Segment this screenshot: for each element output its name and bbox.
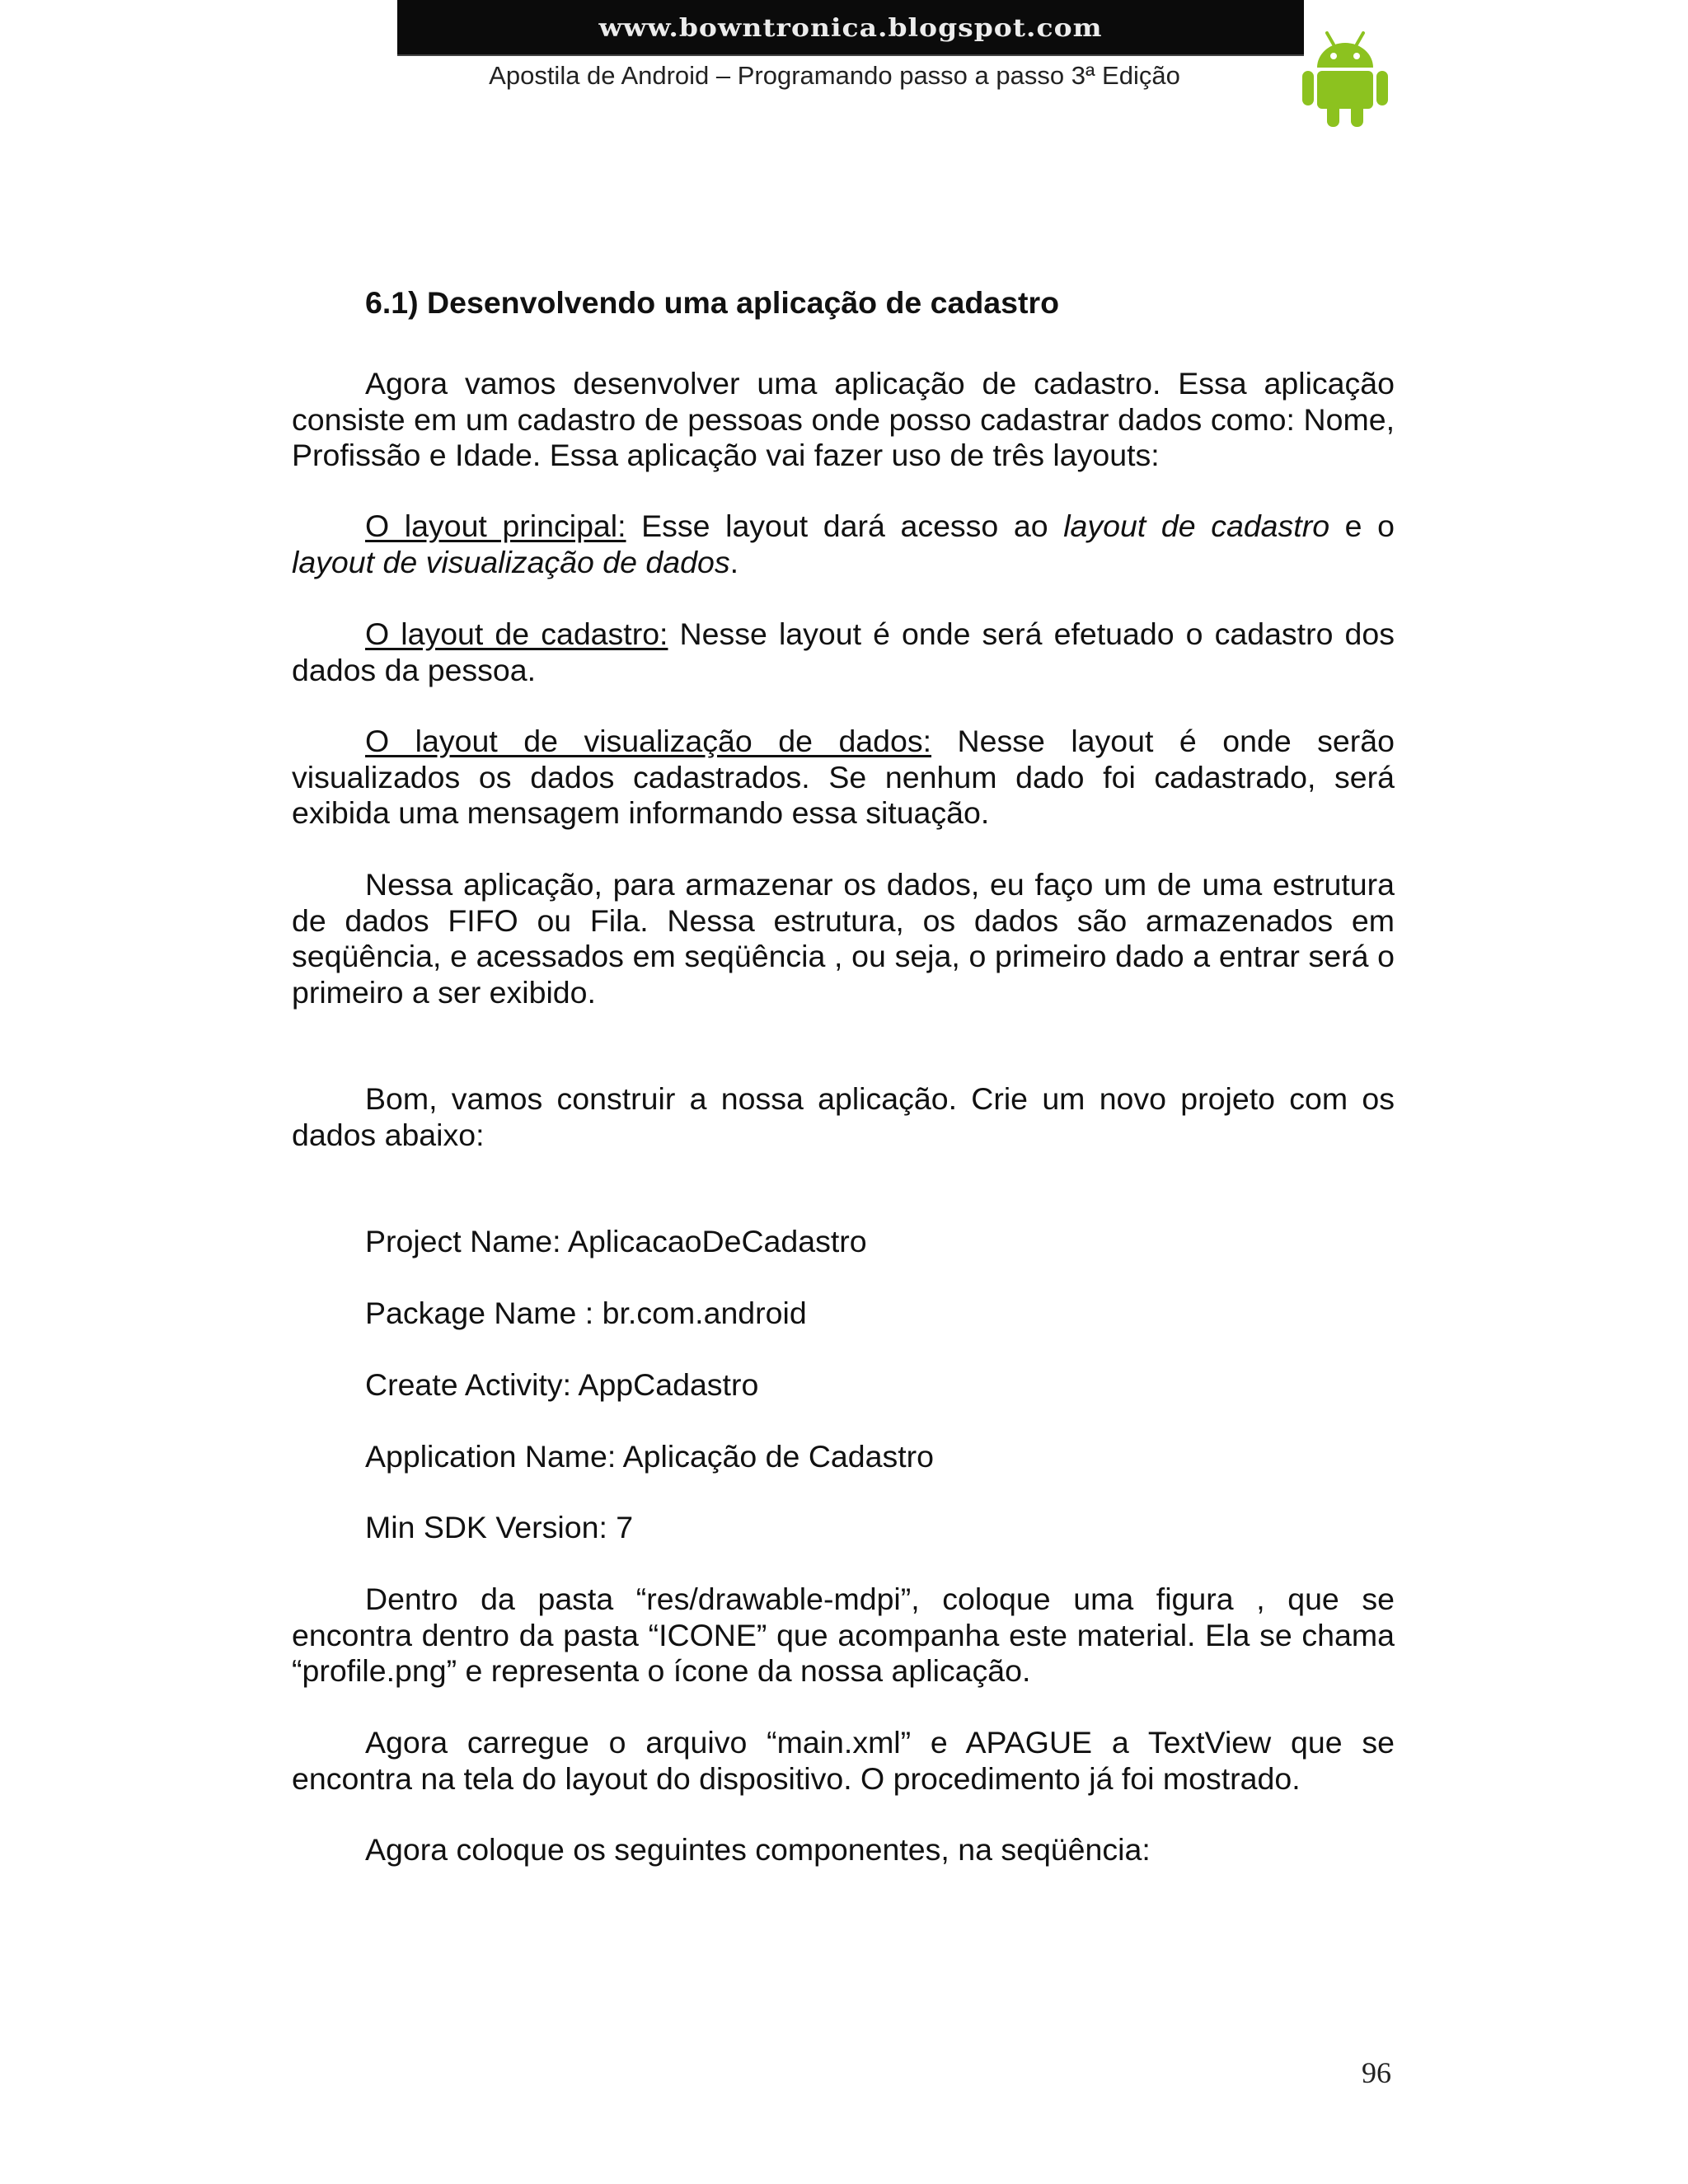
paragraph-intro-text: Agora vamos desenvolver uma aplicação de cadastro. Essa aplicação consiste em um cadastro de pessoas onde posso cadastrar dados como: Nome, Profissão e Idade. Essa aplicação vai fazer uso de três layouts: (292, 366, 1395, 472)
paragraph-drawable (292, 1582, 1395, 1690)
book-subtitle: Apostila de Android – Programando passo a passo 3ª Edição (489, 61, 1180, 90)
page-number: 96 (1362, 2056, 1391, 2089)
paragraph-fifo-text: Nessa aplicação, para armazenar os dados, eu faço um de uma estrutura de dados FIFO ou Fila. Nessa estrutura, os dados são armazenados em seqüência, e acessados em seqüência , ou seja, o primeiro dado a entrar será o primeiro a ser exibido. (292, 867, 1395, 1010)
application-name-item: Application Name: Aplicação de Cadastro (365, 1439, 934, 1474)
paragraph-main-xml-text: Agora carregue o arquivo “main.xml” e APAGUE a TextView que se encontra na tela do layout do dispositivo. O procedimento já foi mostrado. (292, 1725, 1395, 1796)
main-layout-label: O layout principal: (365, 509, 626, 543)
main-layout-italic-a: layout de cadastro (1063, 509, 1330, 543)
paragraph-main-xml (292, 1725, 1395, 1797)
view-layout-text: Nesse layout é onde serão visualizados os dados cadastrados. Se nenhum dado foi cadastrado, será exibida uma mensagem informando essa situação. (292, 724, 1395, 830)
view-layout-label: O layout de visualização de dados: (365, 724, 932, 758)
main-layout-italic-b: layout de visualização de dados (292, 544, 730, 579)
banner-url: www.bowntronica.blogspot.com (598, 12, 1103, 42)
android-robot-icon (1302, 28, 1388, 127)
section-heading: 6.1) Desenvolvendo uma aplicação de cadastro (365, 285, 1059, 320)
project-name-item: Project Name: AplicacaoDeCadastro (365, 1224, 867, 1258)
register-layout-label: O layout de cadastro: (365, 616, 668, 651)
paragraph-build (292, 1081, 1395, 1153)
paragraph-main-layout (292, 509, 1395, 580)
min-sdk-item: Min SDK Version: 7 (365, 1510, 634, 1544)
main-layout-text-a: Esse layout dará acesso ao (626, 509, 1064, 543)
paragraph-components (292, 1832, 1395, 1868)
paragraph-drawable-text: Dentro da pasta “res/drawable-mdpi”, coloque uma figura , que se encontra dentro da pasta “ICONE” que acompanha este material. Ela se chama “profile.png” e representa o ícone da nossa aplicação. (292, 1582, 1395, 1688)
paragraph-view-layout (292, 724, 1395, 832)
paragraph-intro (292, 366, 1395, 474)
main-layout-text-c: . (729, 544, 739, 579)
paragraph-components-text: Agora coloque os seguintes componentes, na seqüência: (365, 1832, 1151, 1867)
register-layout-text: Nesse layout é onde será efetuado o cadastro dos dados da pessoa. (292, 616, 1395, 687)
package-name-item: Package Name : br.com.android (365, 1296, 807, 1330)
create-activity-item: Create Activity: AppCadastro (365, 1367, 759, 1402)
paragraph-fifo (292, 867, 1395, 1010)
main-layout-text-b: e o (1329, 509, 1395, 543)
header-banner (397, 0, 1304, 56)
paragraph-build-text: Bom, vamos construir a nossa aplicação. Crie um novo projeto com os dados abaixo: (292, 1081, 1395, 1152)
paragraph-register-layout (292, 616, 1395, 688)
